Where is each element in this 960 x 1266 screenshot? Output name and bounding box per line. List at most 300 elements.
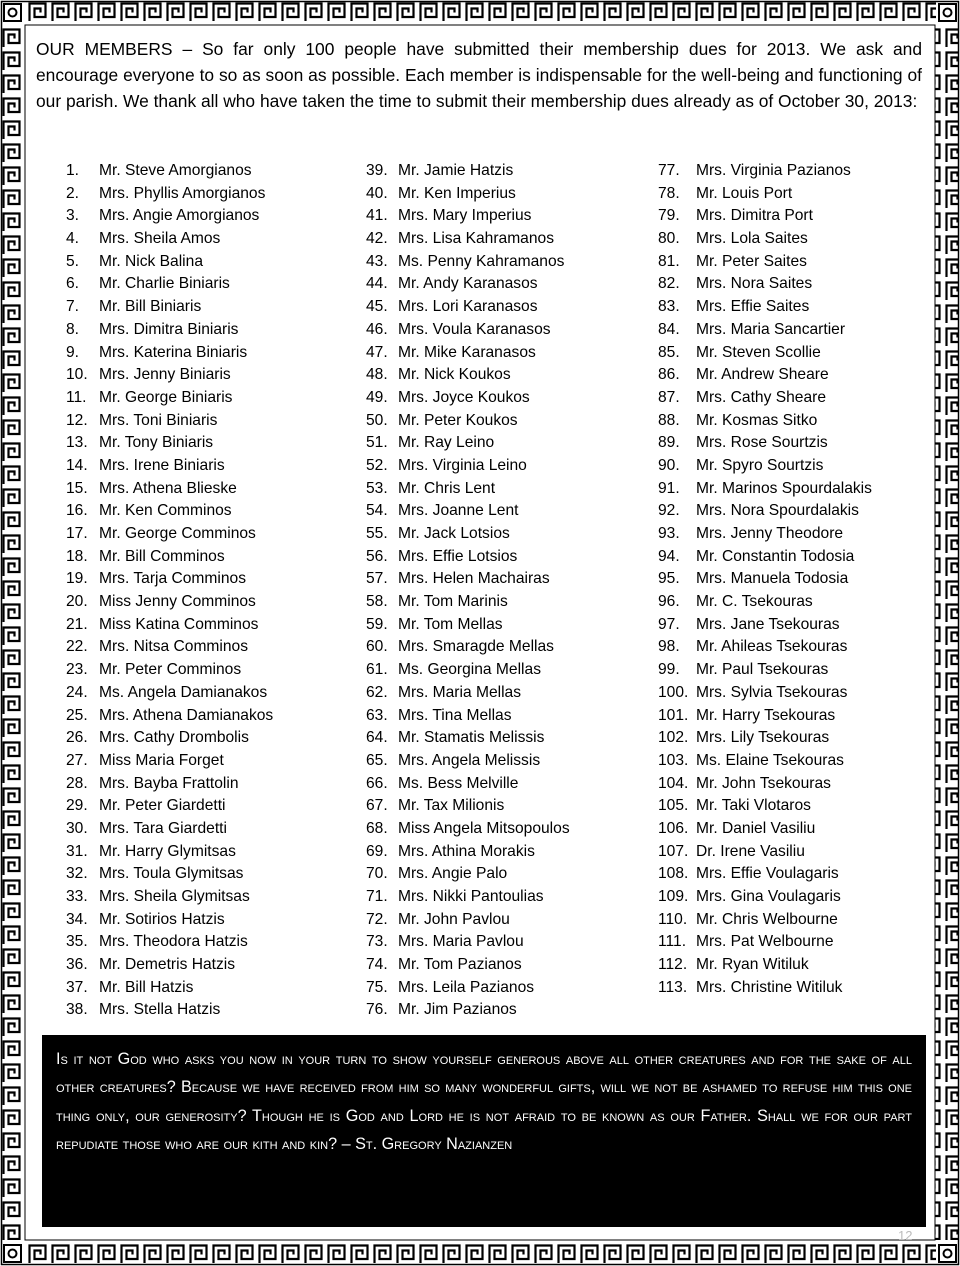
member-number: 84. xyxy=(658,320,680,338)
member-name: Mrs. Tara Giardetti xyxy=(99,819,227,837)
member-number: 23. xyxy=(66,661,88,679)
member-item xyxy=(658,273,872,296)
member-name: Mrs. Angie Amorgianos xyxy=(99,207,260,225)
member-number: 107. xyxy=(658,842,689,860)
member-item xyxy=(66,410,273,433)
member-item xyxy=(658,546,872,569)
member-number: 13. xyxy=(66,434,88,452)
member-name: Ms. Elaine Tsekouras xyxy=(696,751,844,769)
member-item xyxy=(366,251,570,274)
member-name: Mrs. Toula Glymitsas xyxy=(99,865,244,883)
member-number: 33. xyxy=(66,888,88,905)
member-item xyxy=(366,931,570,954)
member-name: Mr. Jack Lotsios xyxy=(398,525,510,542)
member-item xyxy=(658,364,872,387)
member-number: 96. xyxy=(658,593,680,611)
member-number: 6. xyxy=(66,275,80,293)
member-item xyxy=(366,795,570,818)
member-number: 72. xyxy=(366,910,388,928)
member-item xyxy=(66,818,273,841)
member-item xyxy=(66,750,273,773)
member-item xyxy=(658,682,872,705)
member-number: 18. xyxy=(66,547,88,565)
member-name: Mrs. Toni Biniaris xyxy=(99,411,218,429)
member-name: Mr. Peter Comminos xyxy=(99,661,242,679)
member-item xyxy=(366,205,570,228)
member-item xyxy=(658,251,872,274)
member-number: 97. xyxy=(658,615,680,633)
member-number: 79. xyxy=(658,207,680,225)
member-number: 77. xyxy=(658,162,680,179)
member-item xyxy=(658,931,872,954)
member-name: Mrs. Bayba Frattolin xyxy=(99,774,239,792)
member-number: 26. xyxy=(66,729,88,747)
member-item xyxy=(66,795,273,818)
member-item xyxy=(366,228,570,251)
member-number: 14. xyxy=(66,456,88,474)
member-number: 59. xyxy=(366,615,388,633)
member-name: Mrs. Sheila Amos xyxy=(99,230,221,248)
member-number: 25. xyxy=(66,706,88,724)
member-item xyxy=(366,954,570,977)
member-column-3 xyxy=(658,160,872,999)
member-item xyxy=(658,387,872,410)
member-name: Mr. Tony Biniaris xyxy=(99,434,214,452)
member-number: 85. xyxy=(658,343,680,361)
member-name: Mr. Tom Mellas xyxy=(398,615,503,633)
member-number: 61. xyxy=(366,661,388,679)
member-name: Mrs. Pat Welbourne xyxy=(696,933,834,951)
member-number: 112. xyxy=(658,956,688,974)
member-name: Mrs. Effie Voulagaris xyxy=(696,865,839,883)
member-name: Mr. Demetris Hatzis xyxy=(99,956,236,974)
member-item xyxy=(658,909,872,932)
member-name: Mrs. Leila Pazianos xyxy=(398,978,535,996)
member-number: 7. xyxy=(66,298,80,316)
member-number: 103. xyxy=(658,751,689,769)
member-name: Mrs. Katerina Biniaris xyxy=(99,343,248,361)
member-number: 105. xyxy=(658,797,689,815)
member-name: Mrs. Tina Mellas xyxy=(398,706,512,724)
member-item xyxy=(66,931,273,954)
member-name: Mr. Jamie Hatzis xyxy=(398,162,514,179)
member-name: Mrs. Sylvia Tsekouras xyxy=(696,683,848,701)
member-name: Mrs. Athina Morakis xyxy=(398,842,535,860)
member-name: Ms. Bess Melville xyxy=(398,774,519,792)
member-number: 31. xyxy=(66,842,88,860)
member-name: Mr. Tom Marinis xyxy=(398,593,508,611)
member-number: 90. xyxy=(658,456,680,474)
member-number: 39. xyxy=(366,162,388,179)
member-name: Mr. Kosmas Sitko xyxy=(696,411,818,429)
member-number: 64. xyxy=(366,729,388,747)
member-name: Mr. Stamatis Melissis xyxy=(398,729,545,747)
member-item xyxy=(658,614,872,637)
member-item xyxy=(66,319,273,342)
member-number: 43. xyxy=(366,252,388,270)
member-number: 108. xyxy=(658,865,689,883)
member-number: 68. xyxy=(366,819,388,837)
member-item xyxy=(66,523,273,546)
member-name: Mr. Steve Amorgianos xyxy=(99,162,252,179)
member-column-1 xyxy=(66,160,273,1022)
page-number: 12 xyxy=(898,1228,913,1243)
member-number: 45. xyxy=(366,298,388,316)
member-item xyxy=(366,750,570,773)
member-number: 81. xyxy=(658,252,680,270)
member-number: 54. xyxy=(366,502,388,520)
member-name: Mrs. Lola Saites xyxy=(696,230,808,248)
member-item xyxy=(658,773,872,796)
member-item xyxy=(366,636,570,659)
member-item xyxy=(658,841,872,864)
member-name: Mrs. Maria Sancartier xyxy=(696,320,846,338)
member-item xyxy=(658,183,872,206)
member-item xyxy=(658,432,872,455)
member-item xyxy=(66,251,273,274)
member-name: Mr. Louis Port xyxy=(696,184,793,202)
member-number: 9. xyxy=(66,343,80,361)
member-item xyxy=(366,818,570,841)
member-number: 32. xyxy=(66,865,88,883)
member-name: Mrs. Nikki Pantoulias xyxy=(398,888,544,905)
member-number: 57. xyxy=(366,570,388,588)
member-name: Mrs. Joanne Lent xyxy=(398,502,519,520)
member-name: Mrs. Cathy Sheare xyxy=(696,388,826,406)
member-name: Mr. Ken Imperius xyxy=(398,184,516,202)
member-name: Mr. George Comminos xyxy=(99,525,256,542)
member-name: Mrs. Angela Melissis xyxy=(398,751,541,769)
member-item xyxy=(366,478,570,501)
member-item xyxy=(658,228,872,251)
member-name: Mr. Peter Saites xyxy=(696,252,807,270)
member-item xyxy=(366,273,570,296)
member-item xyxy=(658,591,872,614)
member-number: 78. xyxy=(658,184,680,202)
member-item xyxy=(658,342,872,365)
member-number: 22. xyxy=(66,638,88,656)
member-item xyxy=(366,727,570,750)
member-name: Mrs. Dimitra Biniaris xyxy=(99,320,239,338)
member-name: Mr. Nick Balina xyxy=(99,252,203,270)
member-number: 87. xyxy=(658,388,680,406)
member-item xyxy=(658,954,872,977)
member-name: Mrs. Jenny Theodore xyxy=(696,525,844,542)
member-name: Mrs. Christine Witiluk xyxy=(696,978,843,996)
member-item xyxy=(366,682,570,705)
member-name: Mr. C. Tsekouras xyxy=(696,593,813,611)
member-number: 21. xyxy=(66,615,88,633)
member-number: 88. xyxy=(658,411,680,429)
member-name: Mrs. Mary Imperius xyxy=(398,207,532,225)
member-name: Mr. John Tsekouras xyxy=(696,774,831,792)
member-item xyxy=(366,455,570,478)
member-item xyxy=(66,999,273,1022)
member-item xyxy=(658,319,872,342)
member-name: Miss Angela Mitsopoulos xyxy=(398,819,570,837)
member-number: 83. xyxy=(658,298,680,316)
member-item xyxy=(658,296,872,319)
member-number: 2. xyxy=(66,184,80,202)
member-number: 36. xyxy=(66,956,88,974)
member-number: 91. xyxy=(658,479,680,497)
member-number: 17. xyxy=(66,525,88,542)
member-name: Mr. Taki Vlotaros xyxy=(696,797,811,815)
member-name: Mr. Bill Comminos xyxy=(99,547,225,565)
member-number: 56. xyxy=(366,547,388,565)
member-name: Mr. Daniel Vasiliu xyxy=(696,819,816,837)
member-number: 109. xyxy=(658,888,689,905)
member-item xyxy=(66,909,273,932)
member-number: 1. xyxy=(66,162,80,179)
member-item xyxy=(66,977,273,1000)
member-number: 44. xyxy=(366,275,388,293)
member-number: 100. xyxy=(658,683,689,701)
member-number: 40. xyxy=(366,184,388,202)
member-column-2 xyxy=(366,160,570,1022)
member-name: Dr. Irene Vasiliu xyxy=(696,842,805,860)
member-item xyxy=(66,591,273,614)
member-name: Mrs. Joyce Koukos xyxy=(398,388,530,406)
member-number: 101. xyxy=(658,706,689,724)
member-name: Mrs. Lori Karanasos xyxy=(398,298,538,316)
member-item xyxy=(366,614,570,637)
member-number: 89. xyxy=(658,434,680,452)
member-name: Mr. Tax Milionis xyxy=(398,797,505,815)
member-item xyxy=(658,863,872,886)
member-name: Mrs. Angie Palo xyxy=(398,865,508,883)
member-item xyxy=(366,568,570,591)
member-name: Mrs. Jane Tsekouras xyxy=(696,615,840,633)
member-item xyxy=(366,977,570,1000)
member-number: 29. xyxy=(66,797,88,815)
member-number: 74. xyxy=(366,956,388,974)
member-item xyxy=(66,364,273,387)
member-item xyxy=(66,614,273,637)
member-number: 48. xyxy=(366,366,388,384)
member-name: Mrs. Virginia Leino xyxy=(398,456,527,474)
member-item xyxy=(66,636,273,659)
member-name: Mr. Nick Koukos xyxy=(398,366,511,384)
member-item xyxy=(366,999,570,1022)
member-item xyxy=(66,455,273,478)
member-name: Miss Maria Forget xyxy=(99,751,224,769)
member-number: 73. xyxy=(366,933,388,951)
member-name: Mrs. Lily Tsekouras xyxy=(696,729,830,747)
member-number: 104. xyxy=(658,774,689,792)
member-number: 52. xyxy=(366,456,388,474)
member-item xyxy=(658,886,872,909)
member-name: Mrs. Jenny Biniaris xyxy=(99,366,231,384)
member-number: 55. xyxy=(366,525,388,542)
member-name: Mr. Harry Glymitsas xyxy=(99,842,236,860)
member-number: 58. xyxy=(366,593,388,611)
member-number: 20. xyxy=(66,593,88,611)
member-name: Mr. Jim Pazianos xyxy=(398,1001,517,1019)
member-number: 99. xyxy=(658,661,680,679)
member-name: Mrs. Theodora Hatzis xyxy=(99,933,248,951)
member-item xyxy=(658,705,872,728)
member-number: 106. xyxy=(658,819,689,837)
member-item xyxy=(66,160,273,183)
member-item xyxy=(66,886,273,909)
member-number: 37. xyxy=(66,978,88,996)
member-number: 94. xyxy=(658,547,680,565)
member-item xyxy=(366,432,570,455)
member-name: Ms. Penny Kahramanos xyxy=(398,252,565,270)
member-name: Mrs. Nora Saites xyxy=(696,275,813,293)
member-name: Ms. Georgina Mellas xyxy=(398,661,541,679)
member-number: 65. xyxy=(366,751,388,769)
member-number: 24. xyxy=(66,683,88,701)
member-item xyxy=(658,160,872,183)
member-number: 15. xyxy=(66,479,88,497)
member-number: 12. xyxy=(66,411,88,429)
member-name: Mr. Spyro Sourtzis xyxy=(696,456,824,474)
member-item xyxy=(66,296,273,319)
member-name: Mrs. Irene Biniaris xyxy=(99,456,225,474)
member-name: Mrs. Helen Machairas xyxy=(398,570,550,588)
member-item xyxy=(66,342,273,365)
member-name: Mrs. Rose Sourtzis xyxy=(696,434,828,452)
member-item xyxy=(366,773,570,796)
member-item xyxy=(366,909,570,932)
member-name: Mr. Steven Scollie xyxy=(696,343,821,361)
member-number: 46. xyxy=(366,320,388,338)
member-item xyxy=(658,478,872,501)
member-name: Mr. Harry Tsekouras xyxy=(696,706,836,724)
member-number: 110. xyxy=(658,910,688,928)
member-item xyxy=(366,296,570,319)
member-item xyxy=(66,478,273,501)
member-item xyxy=(66,863,273,886)
member-name: Mr. Ken Comminos xyxy=(99,502,232,520)
member-item xyxy=(658,818,872,841)
member-number: 80. xyxy=(658,230,680,248)
member-name: Mr. Peter Koukos xyxy=(398,411,518,429)
member-name: Ms. Angela Damianakos xyxy=(99,683,268,701)
member-item xyxy=(66,705,273,728)
member-number: 35. xyxy=(66,933,88,951)
member-number: 86. xyxy=(658,366,680,384)
member-item xyxy=(66,682,273,705)
member-item xyxy=(658,636,872,659)
member-number: 113. xyxy=(658,978,688,996)
member-item xyxy=(66,500,273,523)
member-item xyxy=(66,387,273,410)
member-name: Mr. Andrew Sheare xyxy=(696,366,829,384)
member-number: 75. xyxy=(366,978,388,996)
member-number: 3. xyxy=(66,207,80,225)
member-item xyxy=(66,228,273,251)
member-name: Mrs. Dimitra Port xyxy=(696,207,813,225)
member-item xyxy=(366,841,570,864)
member-item xyxy=(658,795,872,818)
member-number: 34. xyxy=(66,910,88,928)
member-number: 10. xyxy=(66,366,88,384)
member-name: Mrs. Effie Saites xyxy=(696,298,810,316)
member-number: 16. xyxy=(66,502,88,520)
member-number: 27. xyxy=(66,751,88,769)
member-number: 53. xyxy=(366,479,388,497)
member-name: Miss Katina Comminos xyxy=(99,615,259,633)
member-name: Mrs. Voula Karanasos xyxy=(398,320,551,338)
member-item xyxy=(66,273,273,296)
member-name: Mr. Charlie Biniaris xyxy=(99,275,230,293)
member-item xyxy=(366,183,570,206)
member-number: 71. xyxy=(366,888,388,905)
member-name: Mr. Bill Biniaris xyxy=(99,298,202,316)
member-item xyxy=(66,659,273,682)
member-name: Mr. Ray Leino xyxy=(398,434,495,452)
member-number: 50. xyxy=(366,411,388,429)
member-number: 66. xyxy=(366,774,388,792)
member-name: Mrs. Lisa Kahramanos xyxy=(398,230,554,248)
member-number: 111. xyxy=(658,933,687,951)
member-name: Mr. Chris Welbourne xyxy=(696,910,838,928)
member-item xyxy=(366,705,570,728)
member-name: Mrs. Maria Pavlou xyxy=(398,933,524,951)
member-name: Mrs. Maria Mellas xyxy=(398,683,522,701)
member-number: 11. xyxy=(66,388,87,406)
member-name: Mrs. Effie Lotsios xyxy=(398,547,518,565)
member-item xyxy=(366,500,570,523)
member-item xyxy=(658,727,872,750)
member-name: Mr. Chris Lent xyxy=(398,479,496,497)
member-item xyxy=(366,319,570,342)
member-item xyxy=(366,863,570,886)
member-number: 4. xyxy=(66,230,80,248)
member-number: 47. xyxy=(366,343,388,361)
membership-intro: OUR MEMBERS – So far only 100 people have submitted their membership dues for 2013. We ask and encourage everyone to so as soon as possible. Each member is indispensable for the well-being and functioning of our parish. We thank all who have taken the time to submit their membership dues already as of October 30, 2013: xyxy=(36,39,922,111)
member-item xyxy=(366,591,570,614)
member-name: Mr. Constantin Todosia xyxy=(696,547,855,565)
member-name: Miss Jenny Comminos xyxy=(99,593,256,611)
member-number: 70. xyxy=(366,865,388,883)
member-number: 92. xyxy=(658,502,680,520)
member-number: 63. xyxy=(366,706,388,724)
member-item xyxy=(366,546,570,569)
member-name: Mr. George Biniaris xyxy=(99,388,233,406)
member-number: 41. xyxy=(366,207,388,225)
member-name: Mr. Bill Hatzis xyxy=(99,978,194,996)
quote-box xyxy=(42,1035,926,1227)
member-item xyxy=(66,568,273,591)
member-number: 93. xyxy=(658,525,680,542)
member-item xyxy=(366,523,570,546)
member-name: Mrs. Cathy Drombolis xyxy=(99,729,249,747)
member-item xyxy=(658,410,872,433)
member-item xyxy=(66,727,273,750)
member-name: Mrs. Sheila Glymitsas xyxy=(99,888,250,905)
member-item xyxy=(366,364,570,387)
member-name: Mrs. Virginia Pazianos xyxy=(696,162,851,179)
member-name: Mrs. Stella Hatzis xyxy=(99,1001,221,1019)
member-name: Mr. Marinos Spourdalakis xyxy=(696,479,872,497)
member-name: Mr. Sotirios Hatzis xyxy=(99,910,225,928)
member-name: Mrs. Phyllis Amorgianos xyxy=(99,184,266,202)
member-name: Mr. Tom Pazianos xyxy=(398,956,522,974)
member-item xyxy=(366,659,570,682)
member-name: Mr. Paul Tsekouras xyxy=(696,661,829,679)
member-number: 28. xyxy=(66,774,88,792)
member-item xyxy=(658,455,872,478)
member-number: 82. xyxy=(658,275,680,293)
member-item xyxy=(366,886,570,909)
member-number: 76. xyxy=(366,1001,388,1019)
member-name: Mrs. Nora Spourdalakis xyxy=(696,502,859,520)
member-item xyxy=(658,205,872,228)
